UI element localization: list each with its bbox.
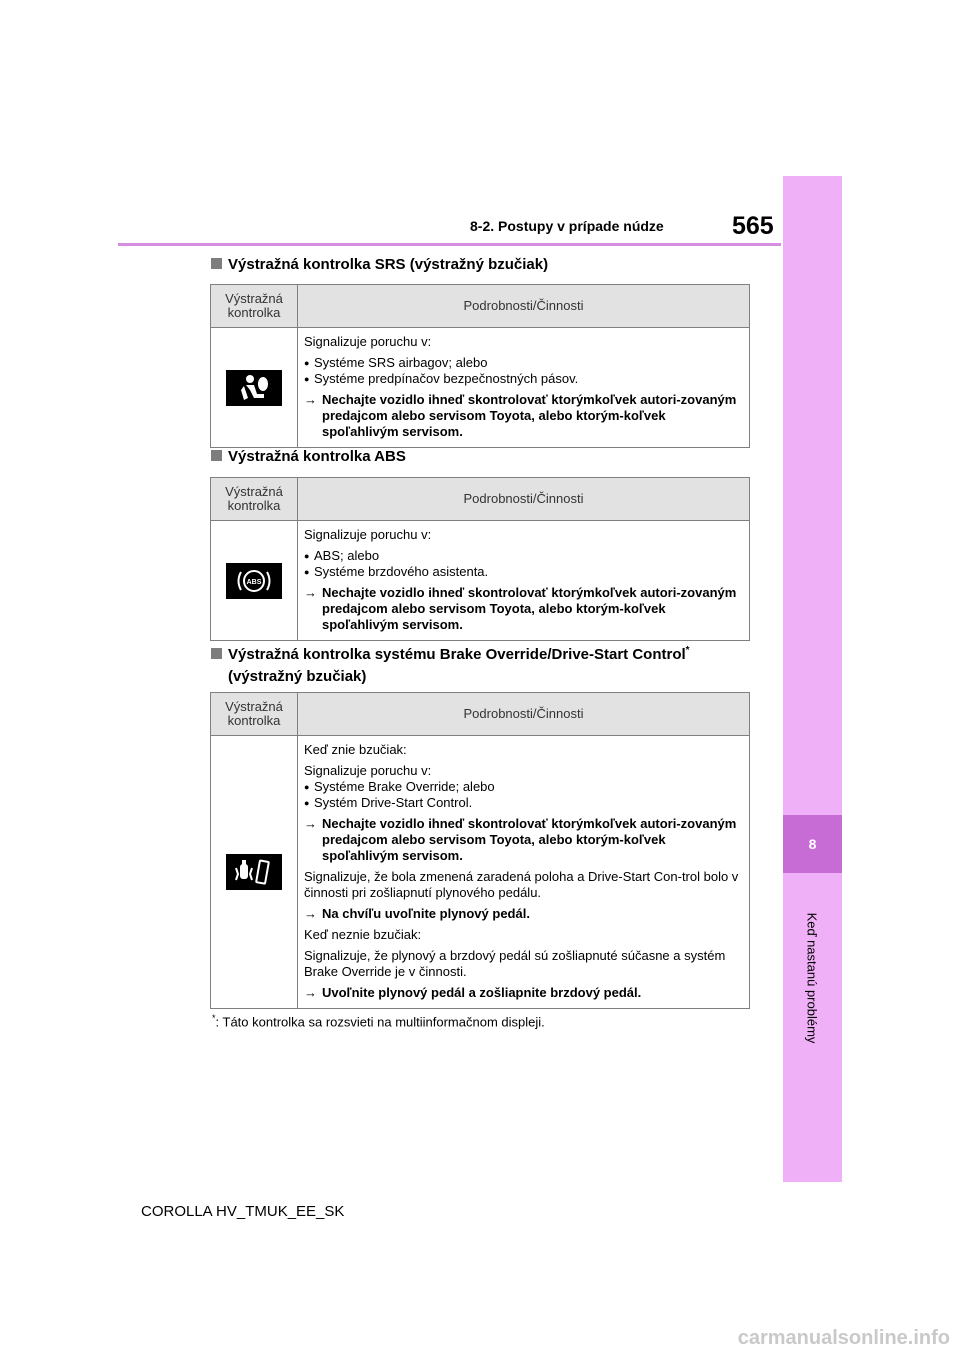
details-action: → Nechajte vozidlo ihneď skontrolovať ktorýmkoľvek autori-zovaným predajcom alebo servisom Toyota, alebo ktorým-koľvek spoľahlivým servisom.: [304, 816, 743, 864]
details-cell: [298, 328, 750, 448]
footnote-mark: *: [685, 645, 690, 656]
footnote: [212, 1013, 545, 1029]
chapter-number: 8: [808, 836, 817, 852]
warning-light-cell: [211, 521, 298, 641]
details-bullet: ● ABS; alebo: [304, 548, 743, 564]
column-header-details: Podrobnosti/Činnosti: [298, 693, 750, 736]
table-row: [211, 328, 750, 448]
column-header-light: Výstražná kontrolka: [211, 478, 298, 521]
details-bullet: ● Systéme brzdového asistenta.: [304, 564, 743, 580]
details-action: → Uvoľnite plynový pedál a zošliapnite brzdový pedál.: [304, 985, 743, 1001]
section-heading-text: Výstražná kontrolka SRS (výstražný bzučiak): [228, 256, 549, 273]
details-when-buzzer: Keď znie bzučiak:: [304, 742, 407, 757]
brake-override-warning-table: [210, 692, 750, 1009]
footnote-mark: *: [212, 1013, 216, 1023]
table-row: [211, 521, 750, 641]
chapter-label: Keď nastanú problémy: [804, 912, 820, 1044]
chapter-number-box: [783, 815, 842, 873]
details-bullet: ● Systéme predpínačov bezpečnostných pásov.: [304, 371, 743, 387]
warning-light-cell: [211, 328, 298, 448]
section-heading-text: Výstražná kontrolka ABS: [228, 448, 406, 465]
details-intro: Signalizuje poruchu v:: [304, 334, 432, 349]
details-bullet: ● Systéme Brake Override; alebo: [304, 779, 743, 795]
abs-icon: [226, 563, 282, 599]
abs-warning-table: [210, 477, 750, 641]
details-intro: Signalizuje poruchu v:: [304, 527, 432, 542]
column-header-details: Podrobnosti/Činnosti: [298, 478, 750, 521]
column-header-details: Podrobnosti/Činnosti: [298, 285, 750, 328]
footnote-text: : Táto kontrolka sa rozsvieti na multiinformačnom displeji.: [215, 1014, 545, 1030]
details-action: → Nechajte vozidlo ihneď skontrolovať ktorýmkoľvek autori-zovaným predajcom alebo servisom Toyota, alebo ktorým-koľvek spoľahlivým servisom.: [304, 392, 743, 440]
section-heading-subtext: (výstražný bzučiak): [228, 668, 367, 685]
warning-light-cell: [211, 736, 298, 1009]
details-bullet: ● Systém Drive-Start Control.: [304, 795, 743, 811]
details-action: → Nechajte vozidlo ihneď skontrolovať ktorýmkoľvek autori-zovaným predajcom alebo servisom Toyota, alebo ktorým-koľvek spoľahlivým servisom.: [304, 585, 743, 633]
table-header-row: [211, 478, 750, 521]
section-heading-abs: [211, 448, 406, 465]
details-cell: [298, 521, 750, 641]
details-bullet: ● Systéme SRS airbagov; alebo: [304, 355, 743, 371]
srs-warning-table: [210, 284, 750, 448]
brake-override-icon: [226, 854, 282, 890]
column-header-light: Výstražná kontrolka: [211, 693, 298, 736]
header-section-title: 8-2. Postupy v prípade núdze: [470, 218, 664, 234]
square-bullet-icon: [211, 648, 222, 659]
square-bullet-icon: [211, 450, 222, 461]
page-number: 565: [732, 212, 774, 240]
section-heading-text: Výstražná kontrolka systému Brake Override/Drive-Start Control: [228, 646, 686, 663]
table-header-row: [211, 693, 750, 736]
footer-model: COROLLA HV_TMUK_EE_SK: [141, 1203, 345, 1220]
details-intro: Signalizuje poruchu v:: [304, 763, 432, 778]
square-bullet-icon: [211, 258, 222, 269]
details-action: → Na chvíľu uvoľnite plynový pedál.: [304, 906, 743, 922]
svg-text:ABS: ABS: [246, 578, 262, 586]
header-rule: [118, 243, 781, 246]
table-header-row: [211, 285, 750, 328]
watermark: carmanualsonline.info: [737, 1327, 950, 1349]
table-row: [211, 736, 750, 1009]
details-cell: [298, 736, 750, 1009]
details-note: Signalizuje, že bola zmenená zaradená poloha a Drive-Start Con-trol bolo v činnosti pri zošliapnutí plynového pedálu.: [304, 869, 739, 900]
details-when-no-buzzer: Keď neznie bzučiak:: [304, 927, 422, 942]
srs-airbag-icon: [226, 370, 282, 406]
section-heading-brake-override: [211, 640, 690, 688]
section-heading-srs: [211, 256, 548, 273]
details-note: Signalizuje, že plynový a brzdový pedál sú zošliapnuté súčasne a systém Brake Override je v činnosti.: [304, 948, 726, 979]
column-header-light: Výstražná kontrolka: [211, 285, 298, 328]
